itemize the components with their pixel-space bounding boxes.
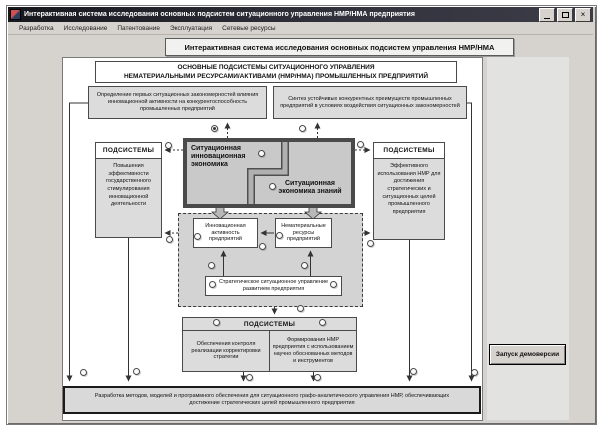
formation-nmr-cell: Формирования НМР предприятия с использованием научно обоснованных методов и инструментов <box>269 331 356 371</box>
node-radio[interactable] <box>246 374 253 381</box>
diagram-main-title-line1: ОСНОВНЫЕ ПОДСИСТЕМЫ СИТУАЦИОННОГО УПРАВЛЕНИЯ <box>177 63 375 71</box>
menu-item-issledovanie[interactable]: Исследование <box>63 24 108 32</box>
result-bar: Разработка методов, моделей и программного обеспечения для ситуационного графо-аналитического управления НМР, обеспечивающих достижение стратегических целей промышленного предприятия <box>63 386 481 414</box>
node-radio[interactable] <box>367 240 374 247</box>
node-radio[interactable] <box>299 125 306 132</box>
econ-innovation-label: Ситуационная инновационная экономика <box>191 145 246 169</box>
goal-box-right: Синтез устойчивых конкурентных преимуществ промышленных предприятий в условиях воздействия ситуационных закономерностей <box>273 86 467 119</box>
node-radio[interactable] <box>269 183 276 190</box>
run-demo-button[interactable]: Запуск демоверсии <box>489 344 566 365</box>
subsystems-left-header: ПОДСИСТЕМЫ <box>96 143 161 159</box>
node-radio[interactable] <box>211 125 218 132</box>
minimize-icon <box>544 16 550 19</box>
menubar <box>8 22 593 35</box>
node-radio[interactable] <box>259 243 266 250</box>
node-radio[interactable] <box>319 319 326 326</box>
node-radio[interactable] <box>258 150 265 157</box>
diagram-main-title-line2: НЕМАТЕРИАЛЬНЫМИ РЕСУРСАМИ/АКТИВАМИ (НМР/НМА) ПРОМЫШЛЕННЫХ ПРЕДПРИЯТИЙ <box>123 73 429 80</box>
node-radio[interactable] <box>314 374 321 381</box>
subsystems-left-body: Повышения эффективности государственного стимулирования инновационной деятельности <box>106 163 151 208</box>
economy-puzzle-box <box>183 138 355 208</box>
subsystems-bottom-header: ПОДСИСТЕМЫ <box>183 318 356 331</box>
close-icon: × <box>580 9 586 19</box>
restore-icon <box>562 12 569 18</box>
window-title: Интерактивная система исследования основных подсистем ситуационного управления НМР/НМА предприятия <box>24 11 415 18</box>
menu-item-patentovanie[interactable]: Патентование <box>117 24 160 32</box>
node-radio[interactable] <box>166 236 173 243</box>
node-radio[interactable] <box>133 368 140 375</box>
control-strategy-cell: Обеспечения контроля реализации корректировки стратегии <box>191 340 261 361</box>
node-radio[interactable] <box>330 281 337 288</box>
node-radio[interactable] <box>165 142 172 149</box>
node-radio[interactable] <box>410 368 417 375</box>
innovation-activity-box: Инновационная активность предприятий <box>193 218 258 248</box>
restore-button[interactable] <box>557 8 573 22</box>
menu-item-razrabotka[interactable]: Разработка <box>19 24 54 32</box>
titlebar <box>8 7 593 22</box>
node-radio[interactable] <box>471 369 478 376</box>
subsystems-box-left <box>95 142 162 238</box>
econ-knowledge-label: Ситуационная экономика знаний <box>278 180 342 196</box>
goal-box-left: Определение первых ситуационных закономерностей влияния инновационной активности на конкурентоспособность промышленных предприятий <box>88 86 267 119</box>
right-side-panel <box>487 57 569 420</box>
subsystems-right-header: ПОДСИСТЕМЫ <box>374 143 444 159</box>
subsystems-right-body: Эффективного использования НМР для достижения стратегических и ситуационных целей промышленного предприятия <box>377 163 441 216</box>
node-radio[interactable] <box>213 319 220 326</box>
node-radio[interactable] <box>301 262 308 269</box>
minimize-button[interactable] <box>539 8 555 22</box>
node-radio[interactable] <box>194 233 201 240</box>
subsystems-box-right <box>373 142 445 240</box>
subsystems-box-bottom <box>182 317 357 372</box>
node-radio[interactable] <box>357 141 364 148</box>
node-radio[interactable] <box>208 262 215 269</box>
menu-item-setevye-resursy[interactable]: Сетевые ресурсы <box>222 24 276 32</box>
node-radio[interactable] <box>80 369 87 376</box>
node-radio[interactable] <box>209 281 216 288</box>
strategic-management-box: Стратегическое ситуационное управление развитием предприятия <box>205 276 342 296</box>
node-radio[interactable] <box>276 232 283 239</box>
node-radio[interactable] <box>297 305 304 312</box>
diagram-main-title <box>95 61 457 83</box>
intangible-resources-box: Нематериальные ресурсы предприятий <box>275 218 332 248</box>
menu-item-ekspluataciya[interactable]: Эксплуатация <box>169 24 213 32</box>
close-button[interactable] <box>575 8 591 22</box>
page-title: Интерактивная система исследования основных подсистем управления НМР/НМА <box>165 38 514 56</box>
app-icon <box>10 9 21 20</box>
